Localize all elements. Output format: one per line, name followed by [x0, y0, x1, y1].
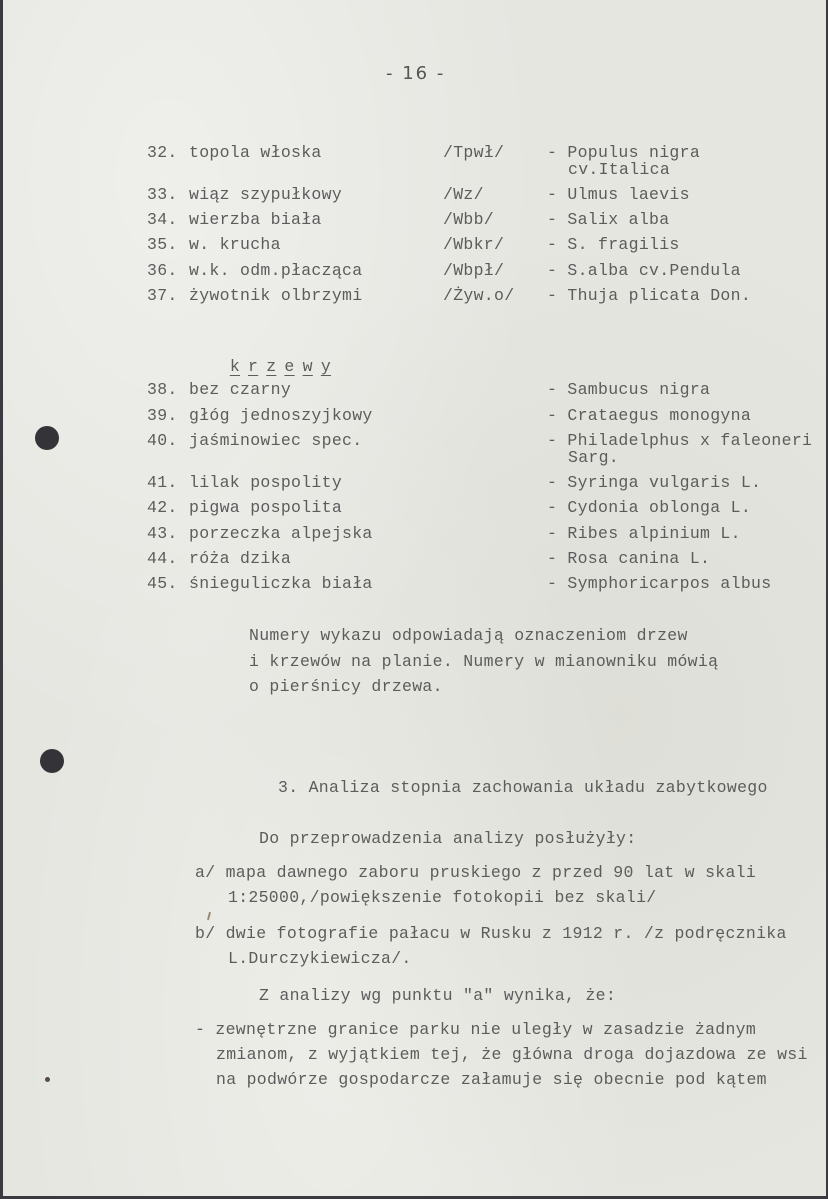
heading-letter: e — [284, 357, 295, 376]
list-number: 32. — [147, 143, 178, 162]
shrub-latin: - Crataegus monogyna — [547, 406, 752, 425]
note-line: i krzewów na planie. Numery w mianowniku mówią — [249, 652, 719, 671]
tree-latin: - Ulmus laevis — [547, 185, 690, 204]
tree-latin: - S. fragilis — [547, 235, 680, 254]
list-number: 43. — [147, 524, 178, 543]
bullet-line: - zewnętrzne granice parku nie uległy w zasadzie żadnym — [195, 1020, 757, 1039]
punch-hole-bottom — [40, 749, 64, 773]
shrub-name: pigwa pospolita — [189, 498, 343, 517]
item-line: 1:25000,/powiększenie fotokopii bez skali/ — [228, 888, 657, 907]
shrub-latin: - Syringa vulgaris L. — [547, 473, 762, 492]
list-number: 36. — [147, 261, 178, 280]
heading-letter: w — [302, 357, 313, 376]
tree-latin-cont: cv.Italica — [568, 160, 671, 179]
shrub-latin: - Philadelphus x faleoneri — [547, 431, 813, 450]
tree-code: /Wbpł/ — [443, 261, 505, 280]
shrub-latin: - Symphoricarpos albus — [547, 574, 772, 593]
tree-name: wierzba biała — [189, 210, 322, 229]
tree-name: w. krucha — [189, 235, 281, 254]
pen-mark — [207, 912, 211, 920]
shrub-name: bez czarny — [189, 380, 292, 399]
list-number: 37. — [147, 286, 178, 305]
tree-name: wiąz szypułkowy — [189, 185, 343, 204]
section-intro: Do przeprowadzenia analizy posłużyły: — [259, 829, 637, 848]
item-line: a/ mapa dawnego zaboru pruskiego z przed 90 lat w skali — [195, 863, 757, 882]
bullet-line: zmianom, z wyjątkiem tej, że główna droga dojazdowa ze wsi — [216, 1045, 808, 1064]
tree-code: /Wz/ — [443, 185, 484, 204]
list-number: 42. — [147, 498, 178, 517]
shrub-name: porzeczka alpejska — [189, 524, 373, 543]
heading-letter: y — [320, 357, 332, 376]
tree-latin: - S.alba cv.Pendula — [547, 261, 741, 280]
heading-letter: k — [229, 357, 241, 376]
list-number: 39. — [147, 406, 178, 425]
item-line: b/ dwie fotografie pałacu w Rusku z 1912 r. /z podręcznika — [195, 924, 787, 943]
punch-hole-top — [35, 426, 59, 450]
shrub-name: głóg jednoszyjkowy — [189, 406, 373, 425]
tree-latin: - Thuja plicata Don. — [547, 286, 752, 305]
list-number: 38. — [147, 380, 178, 399]
list-number: 45. — [147, 574, 178, 593]
shrub-latin: - Cydonia oblonga L. — [547, 498, 752, 517]
shrub-latin: - Sambucus nigra — [547, 380, 711, 399]
heading-letter: r — [248, 357, 259, 376]
section-heading: 3. Analiza stopnia zachowania układu zabytkowego — [278, 778, 768, 797]
shrub-latin: - Ribes alpinium L. — [547, 524, 741, 543]
note-line: Numery wykazu odpowiadają oznaczeniom drzew — [249, 626, 688, 645]
tree-name: topola włoska — [189, 143, 322, 162]
list-number: 34. — [147, 210, 178, 229]
shrub-name: śnieguliczka biała — [189, 574, 373, 593]
document-page — [3, 0, 826, 1196]
note-line: o pierśnicy drzewa. — [249, 677, 443, 696]
shrub-name: lilak pospolity — [189, 473, 343, 492]
list-number: 41. — [147, 473, 178, 492]
page-number: - 16 - — [386, 63, 446, 84]
heading-letter: z — [266, 357, 277, 376]
list-number: 35. — [147, 235, 178, 254]
paper-speck — [45, 1077, 50, 1082]
tree-code: /Tpwł/ — [443, 143, 505, 162]
analysis-intro: Z analizy wg punktu "a" wynika, że: — [259, 986, 617, 1005]
tree-latin: - Populus nigra — [547, 143, 701, 162]
item-line: L.Durczykiewicza/. — [228, 949, 412, 968]
shrub-name: róża dzika — [189, 549, 292, 568]
list-number: 33. — [147, 185, 178, 204]
tree-latin: - Salix alba — [547, 210, 670, 229]
shrub-latin: - Rosa canina L. — [547, 549, 711, 568]
tree-name: żywotnik olbrzymi — [189, 286, 363, 305]
bullet-line: na podwórze gospodarcze załamuje się obecnie pod kątem — [216, 1070, 767, 1089]
tree-code: /Wbkr/ — [443, 235, 505, 254]
shrub-name: jaśminowiec spec. — [189, 431, 363, 450]
tree-name: w.k. odm.płacząca — [189, 261, 363, 280]
list-number: 44. — [147, 549, 178, 568]
tree-code: /Wbb/ — [443, 210, 495, 229]
tree-code: /Żyw.o/ — [443, 286, 515, 305]
shrub-latin-cont: Sarg. — [568, 448, 620, 467]
list-number: 40. — [147, 431, 178, 450]
